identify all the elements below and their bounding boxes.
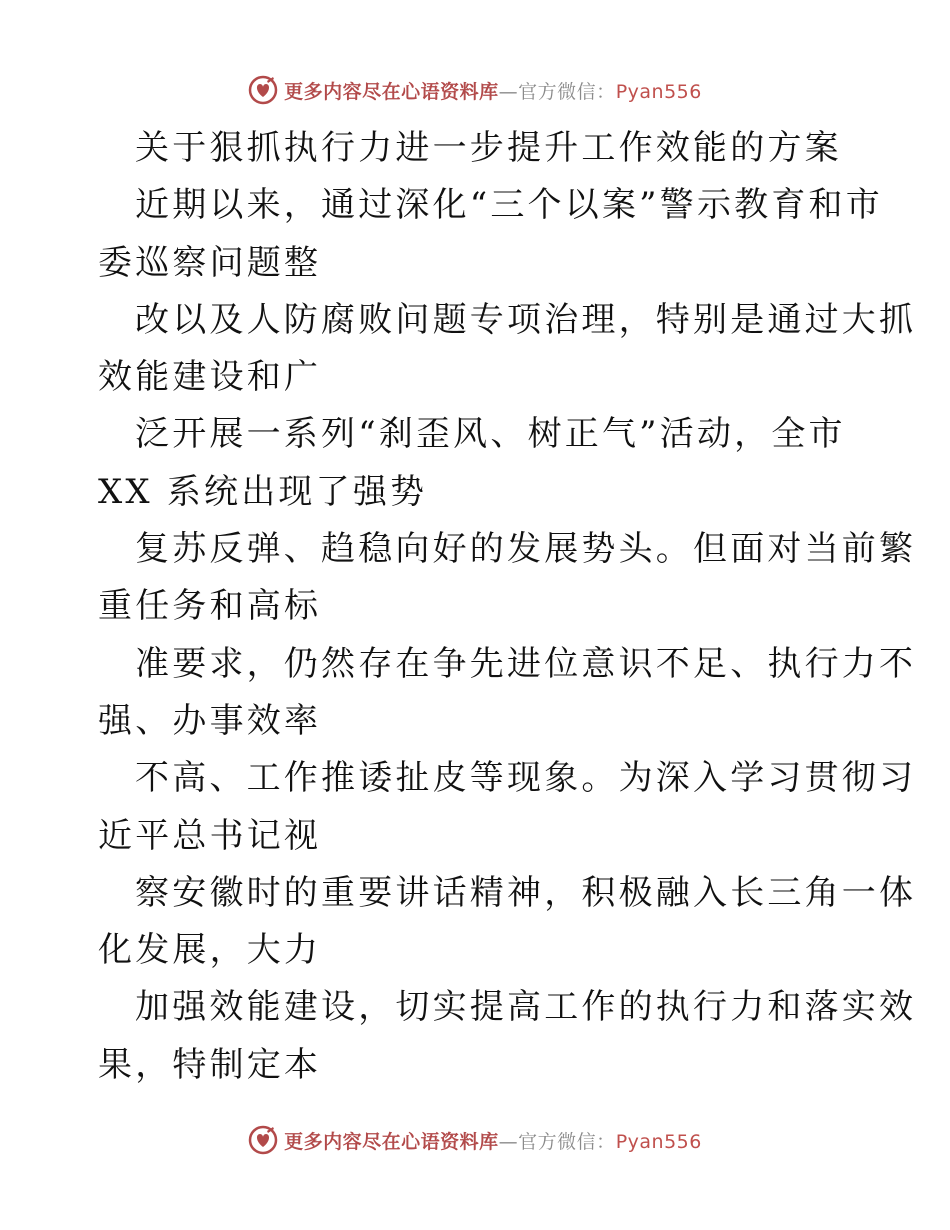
- watermark-wechat-label: 官方微信：: [518, 1130, 616, 1153]
- document-body: [98, 120, 917, 1094]
- body-line: 近期以来，通过深化“三个以案”警示教育和市: [135, 185, 883, 226]
- body-line: 不高、工作推诿扯皮等现象。为深入学习贯彻习: [135, 758, 917, 799]
- body-line: 准要求，仍然存在争先进位意识不足、执行力不: [135, 643, 917, 684]
- body-line: 泛开展一系列“刹歪风、树正气”活动，全市: [135, 414, 846, 455]
- body-line: 重任务和高标: [98, 586, 322, 627]
- body-line: 近平总书记视: [98, 815, 322, 856]
- body-line: 果，特制定本: [98, 1044, 322, 1085]
- watermark-wechat-id: Pyan556: [615, 1130, 702, 1153]
- watermark-text: [284, 1127, 702, 1154]
- header-watermark-banner: [0, 72, 950, 108]
- body-line: 察安徽时的重要讲话精神，积极融入长三角一体: [135, 872, 917, 913]
- watermark-separator: —: [498, 1130, 519, 1153]
- document-title: 关于狠抓执行力进一步提升工作效能的方案: [135, 128, 842, 168]
- body-line: 加强效能建设，切实提高工作的执行力和落实效: [135, 987, 917, 1028]
- heart-pen-logo-icon: [248, 75, 278, 105]
- watermark-site-text: 更多内容尽在心语资料库: [284, 1130, 499, 1153]
- body-line: 强、办事效率: [98, 700, 322, 741]
- watermark-site-text: 更多内容尽在心语资料库: [284, 80, 499, 103]
- body-line: 委巡察问题整: [98, 242, 322, 283]
- body-line: 效能建设和广: [98, 357, 322, 398]
- heart-pen-logo-icon: [248, 1125, 278, 1155]
- watermark-wechat-label: 官方微信：: [518, 80, 616, 103]
- watermark-separator: —: [498, 80, 519, 103]
- footer-watermark-banner: [0, 1122, 950, 1158]
- body-line: 复苏反弹、趋稳向好的发展势头。但面对当前繁: [135, 529, 917, 570]
- body-line: 改以及人防腐败问题专项治理，特别是通过大抓: [135, 299, 917, 340]
- watermark-wechat-id: Pyan556: [615, 80, 702, 103]
- body-line: XX 系统出现了强势: [98, 471, 428, 512]
- watermark-text: [284, 77, 702, 104]
- body-line: 化发展，大力: [98, 930, 322, 971]
